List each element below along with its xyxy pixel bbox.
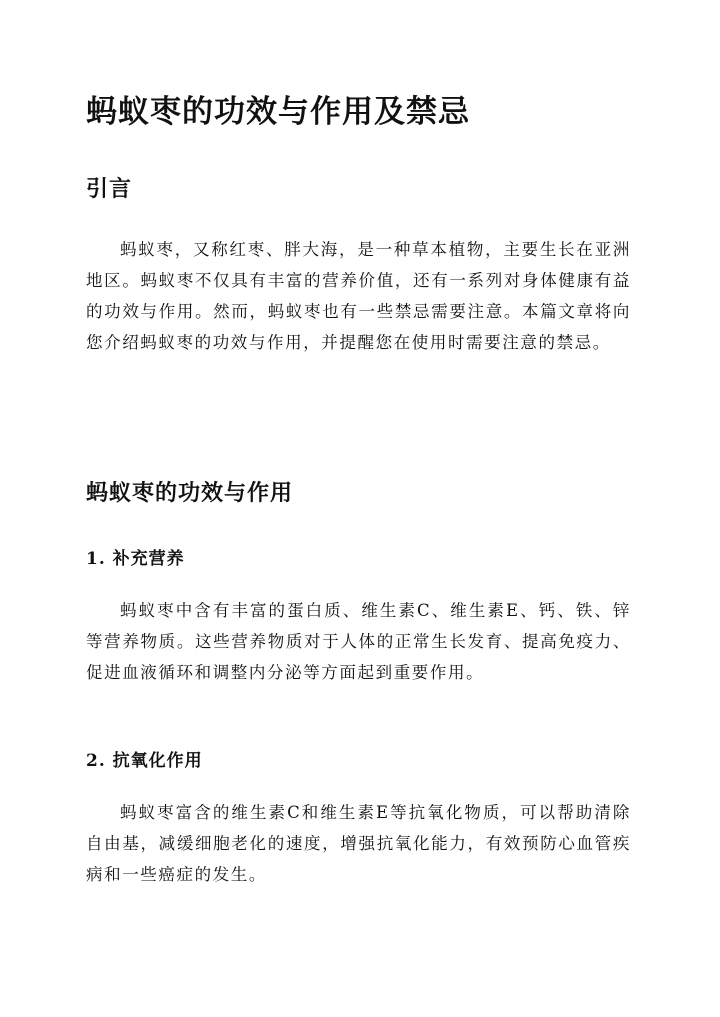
benefit-1-paragraph: 蚂蚁枣中含有丰富的蛋白质、维生素C、维生素E、钙、铁、锌等营养物质。这些营养物质对于人体的正常生长发育、提高免疫力、促进血液循环和调整内分泌等方面起到重要作用。 — [86, 601, 631, 682]
benefit-2-heading: 2. 抗氧化作用 — [86, 751, 203, 771]
benefit-2-paragraph: 蚂蚁枣富含的维生素C和维生素E等抗氧化物质，可以帮助清除自由基，减缓细胞老化的速度，增强抗氧化能力，有效预防心血管疾病和一些癌症的发生。 — [86, 803, 631, 884]
intro-heading: 引言 — [86, 176, 133, 202]
page-title: 蚂蚁枣的功效与作用及禁忌 — [86, 94, 470, 130]
benefits-heading: 蚂蚁枣的功效与作用 — [86, 480, 294, 506]
intro-paragraph: 蚂蚁枣，又称红枣、胖大海，是一种草本植物，主要生长在亚洲地区。蚂蚁枣不仅具有丰富的营养价值，还有一系列对身体健康有益的功效与作用。然而，蚂蚁枣也有一些禁忌需要注意。本篇文章将向您介绍蚂蚁枣的功效与作用，并提醒您在使用时需要注意的禁忌。 — [86, 240, 631, 352]
benefit-1-heading: 1. 补充营养 — [86, 549, 185, 569]
